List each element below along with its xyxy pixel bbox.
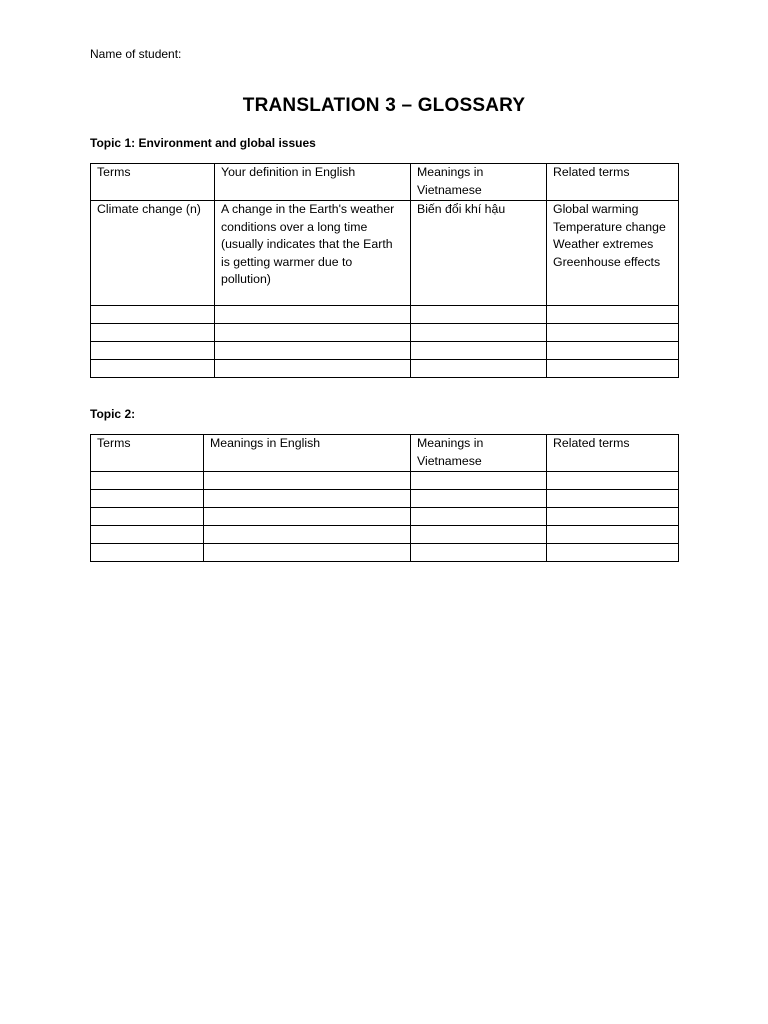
blank-definition-cell[interactable] [215, 360, 411, 378]
column-header-meanings-english: Meanings in English [204, 435, 411, 472]
term-cell: Climate change (n) [91, 201, 215, 306]
blank-table-row [91, 324, 679, 342]
vietnamese-cell: Biến đổi khí hậu [411, 201, 547, 306]
column-header-related: Related terms [547, 435, 679, 472]
blank-definition-cell[interactable] [215, 324, 411, 342]
blank-vietnamese-cell[interactable] [411, 472, 547, 490]
table-row [91, 201, 679, 306]
column-header-definition: Your definition in English [215, 164, 411, 201]
topic2-glossary-table [90, 434, 679, 562]
blank-definition-cell[interactable] [215, 306, 411, 324]
blank-term-cell[interactable] [91, 342, 215, 360]
blank-table-row [91, 544, 679, 562]
blank-term-cell[interactable] [91, 544, 204, 562]
blank-term-cell[interactable] [91, 324, 215, 342]
table-header-row [91, 435, 679, 472]
blank-table-row [91, 472, 679, 490]
blank-table-row [91, 490, 679, 508]
blank-related-cell[interactable] [547, 508, 679, 526]
related-term: Greenhouse effects [553, 254, 661, 269]
blank-related-cell[interactable] [547, 472, 679, 490]
blank-term-cell[interactable] [91, 360, 215, 378]
blank-vietnamese-cell[interactable] [411, 508, 547, 526]
blank-related-cell[interactable] [547, 360, 679, 378]
column-header-terms: Terms [91, 435, 204, 472]
blank-vietnamese-cell[interactable] [411, 526, 547, 544]
blank-english-cell[interactable] [204, 490, 411, 508]
topic2-heading: Topic 2: [90, 407, 136, 421]
column-header-terms: Terms [91, 164, 215, 201]
blank-vietnamese-cell[interactable] [411, 306, 547, 324]
blank-table-row [91, 342, 679, 360]
topic1-glossary-table [90, 163, 679, 378]
table-header-row [91, 164, 679, 201]
blank-term-cell[interactable] [91, 306, 215, 324]
student-name-label: Name of student: [90, 47, 182, 61]
topic1-heading: Topic 1: Environment and global issues [90, 136, 316, 150]
blank-table-row [91, 508, 679, 526]
blank-table-row [91, 360, 679, 378]
blank-vietnamese-cell[interactable] [411, 490, 547, 508]
blank-vietnamese-cell[interactable] [411, 342, 547, 360]
definition-cell: A change in the Earth's weather conditions over a long time (usually indicates that the Earth is getting warmer due to pollution) [215, 201, 411, 306]
blank-related-cell[interactable] [547, 490, 679, 508]
blank-related-cell[interactable] [547, 324, 679, 342]
related-terms-cell [547, 201, 679, 306]
blank-definition-cell[interactable] [215, 342, 411, 360]
blank-related-cell[interactable] [547, 526, 679, 544]
blank-term-cell[interactable] [91, 490, 204, 508]
blank-related-cell[interactable] [547, 306, 679, 324]
column-header-related: Related terms [547, 164, 679, 201]
blank-english-cell[interactable] [204, 472, 411, 490]
column-header-vietnamese: Meanings in Vietnamese [411, 164, 547, 201]
blank-vietnamese-cell[interactable] [411, 324, 547, 342]
blank-table-row [91, 306, 679, 324]
blank-vietnamese-cell[interactable] [411, 360, 547, 378]
blank-related-cell[interactable] [547, 544, 679, 562]
blank-term-cell[interactable] [91, 472, 204, 490]
blank-english-cell[interactable] [204, 508, 411, 526]
blank-table-row [91, 526, 679, 544]
blank-term-cell[interactable] [91, 526, 204, 544]
blank-vietnamese-cell[interactable] [411, 544, 547, 562]
related-term: Weather extremes [553, 237, 654, 251]
related-term: Global warming [553, 202, 639, 216]
related-term: Temperature change [553, 219, 666, 234]
blank-related-cell[interactable] [547, 342, 679, 360]
column-header-vietnamese: Meanings in Vietnamese [411, 435, 547, 472]
blank-term-cell[interactable] [91, 508, 204, 526]
blank-english-cell[interactable] [204, 544, 411, 562]
document-title: TRANSLATION 3 – GLOSSARY [242, 95, 526, 116]
blank-english-cell[interactable] [204, 526, 411, 544]
